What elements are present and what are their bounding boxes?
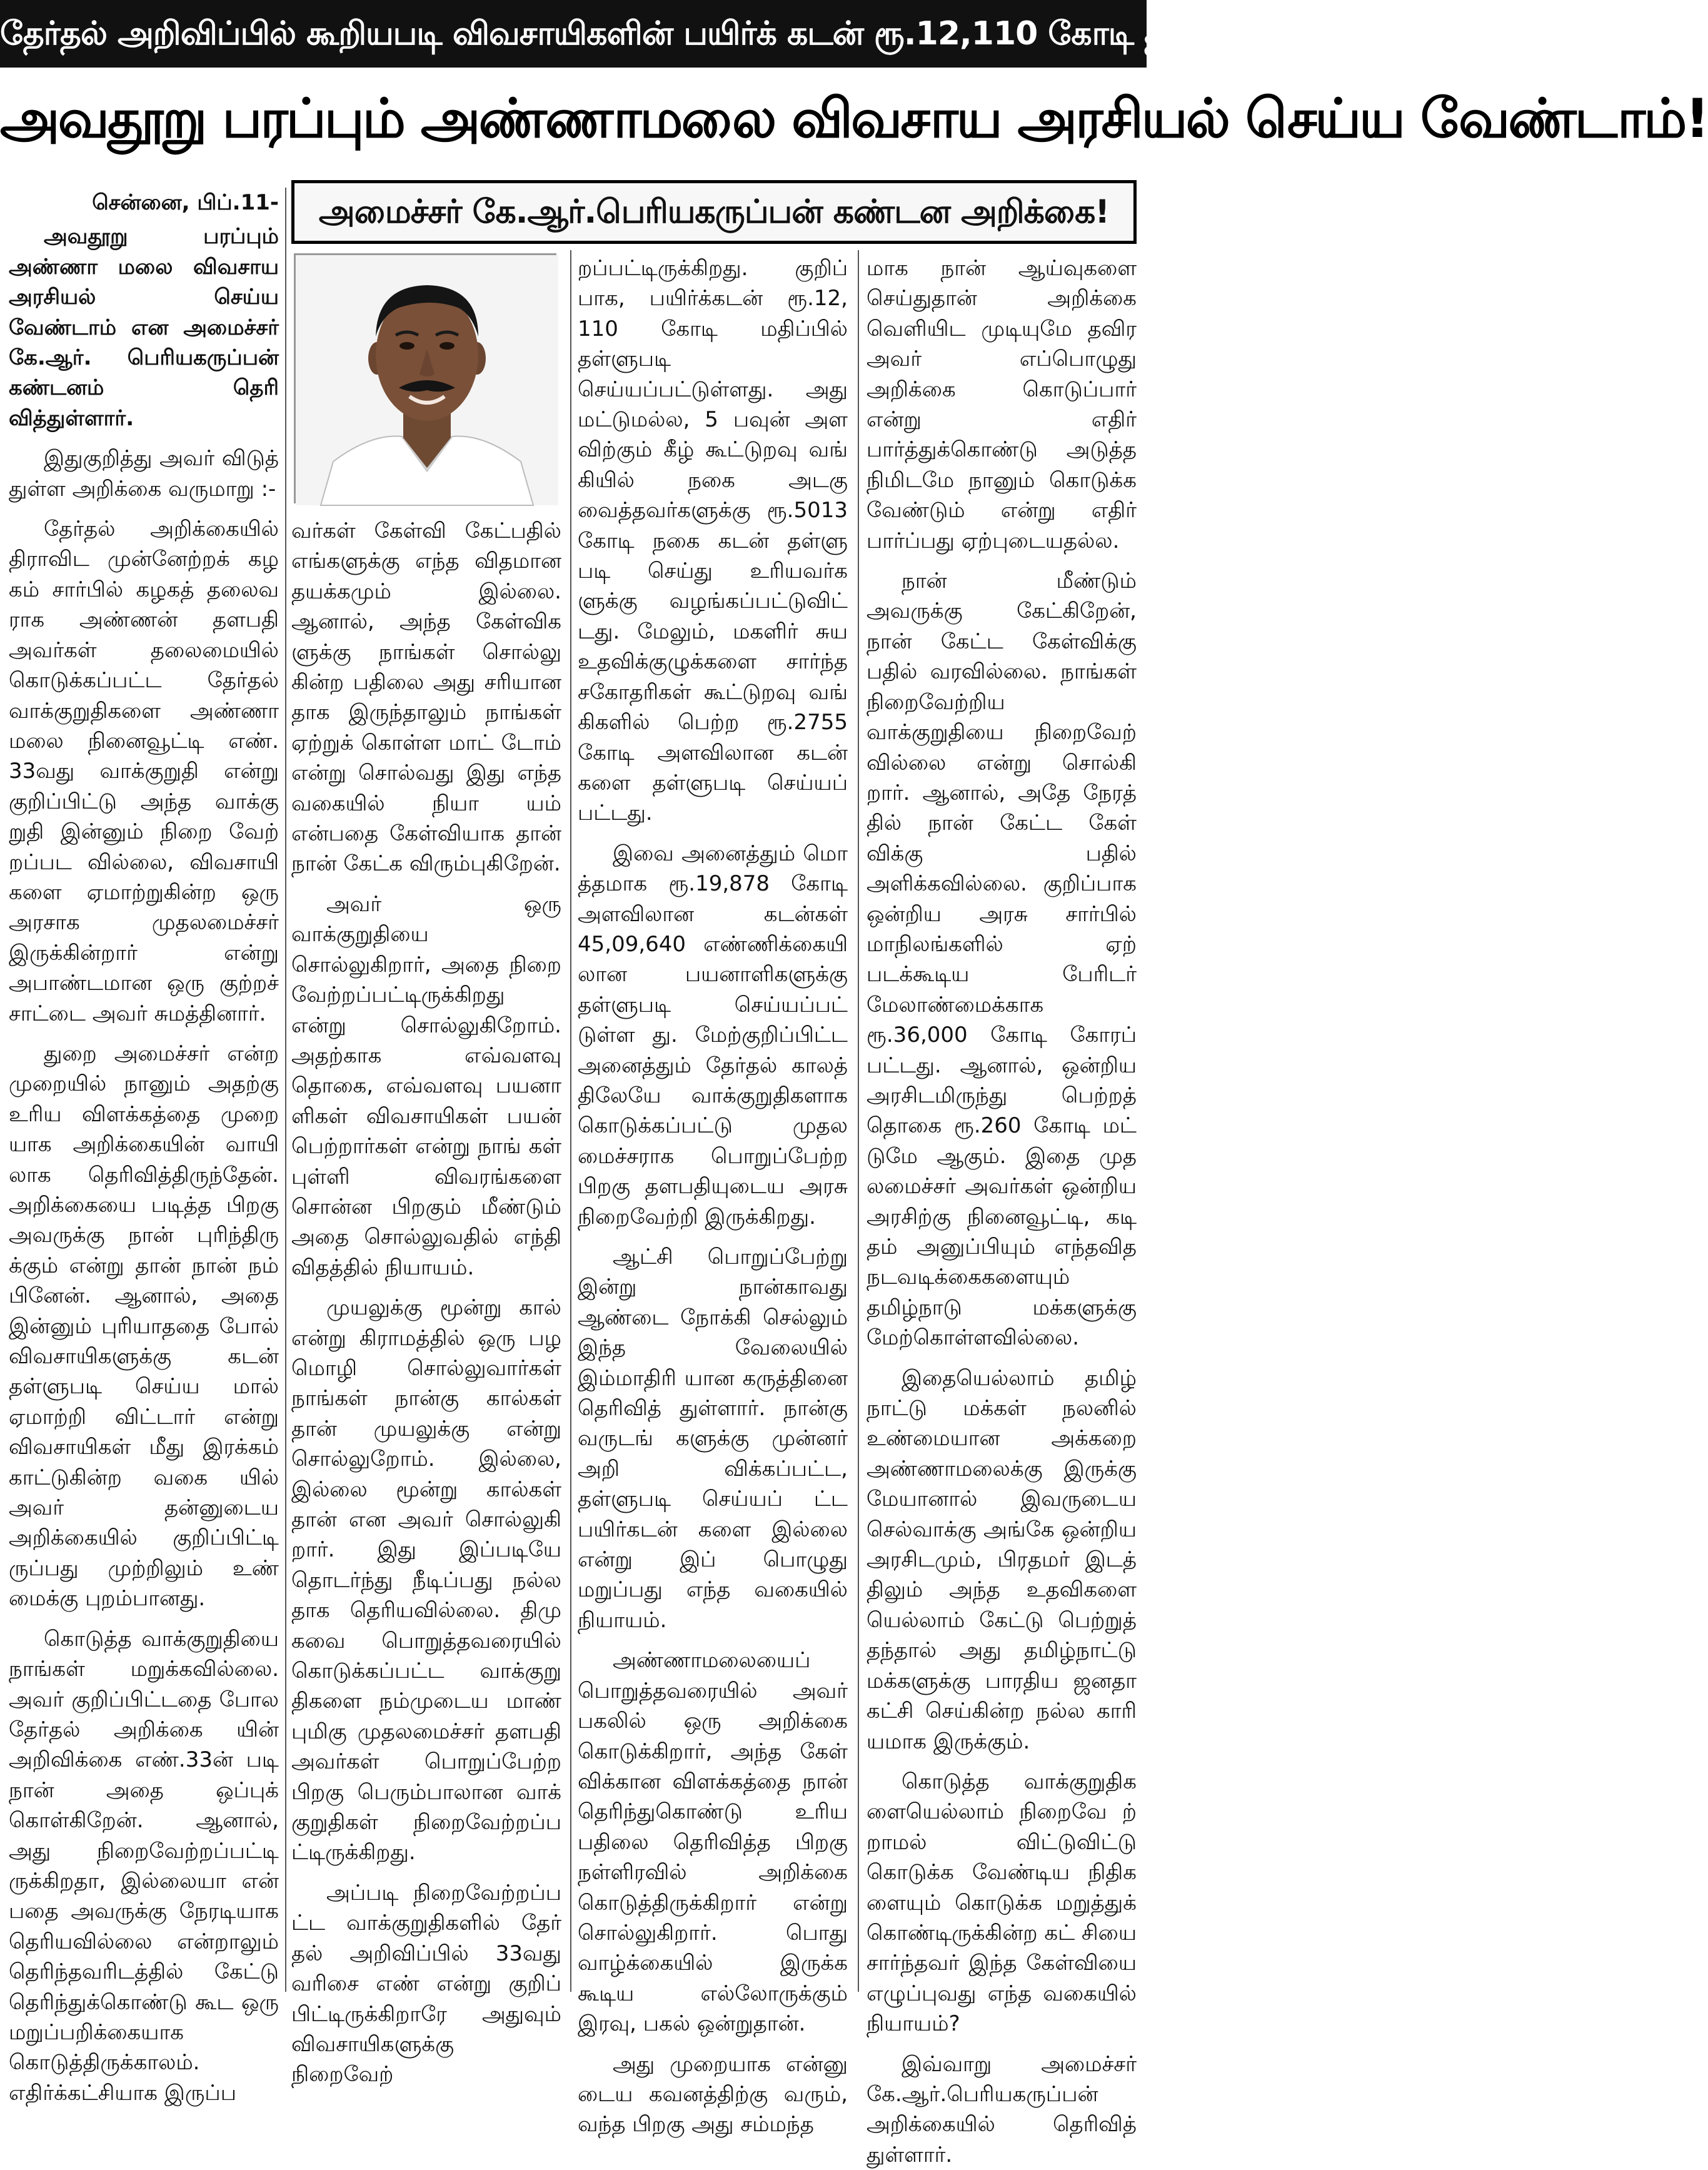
paragraph: ஆட்சி பொறுப்பேற்று இன்று நான்காவது ஆண்டை நோக்கி செல்லும் இந்த வேலையில் இம்மாதிரி யான கருத்தினை தெரிவித் துள்ளார். நான்கு வருடங் களுக்கு முன்னர் அறி விக்கப்பட்ட, தள்ளுபடி செய்யப் ட்ட பயிர்கடன் களை இல்லை என்று இப் பொழுது மறுப்பது எந்த வகையில் நியாயம்.	[578, 1244, 848, 1633]
article-column-1	[9, 188, 279, 2106]
article-column-2	[291, 516, 561, 2087]
subheadline-box: அமைச்சர் கே.ஆர்.பெரியகருப்பன் கண்டன அறிக்கை!	[291, 180, 1137, 244]
article-column-3	[578, 253, 848, 2137]
lead-paragraph: அவதூறு பரப்பும் அண்ணா மலை விவசாய அரசியல் செய்ய வேண்டாம் என அமைச்சர் கே.ஆர். பெரியகருப்பன் கண்டனம் தெரி வித்துள்ளார்.	[9, 224, 279, 431]
paragraph: முயலுக்கு மூன்று கால் என்று கிராமத்தில் ஒரு பழ மொழி சொல்லுவார்கள் நாங்கள் நான்கு கால்கள் தான் முயலுக்கு என்று சொல்லுறோம். இல்லை, இல்லை மூன்று கால்கள் தான் என அவர் சொல்லுகி றார். இது இப்படியே தொடர்ந்து நீடிப்பது நல்ல தாக தெரியவில்லை. திமு கவை பொறுத்தவரையில் கொடுக்கப்பட்ட வாக்குறு திகளை நம்முடைய மாண் புமிகு முதலமைச்சர் தளபதி அவர்கள் பொறுப்பேற்ற பிறகு பெரும்பாலான வாக் குறுதிகள் நிறைவேற்றப்ப ட்டிருக்கிறது.	[291, 1295, 561, 1865]
kicker-banner: தேர்தல் அறிவிப்பில் கூறியபடி விவசாயிகளின் பயிர்க் கடன் ரூ.12,110 கோடி தள்ளுபடி செய்யப்பட்டுள்ளது!	[0, 0, 1147, 68]
dateline: சென்னை, பிப்.11-	[92, 190, 279, 215]
paragraph: மாக நான் ஆய்வுகளை செய்துதான் அறிக்கை வெளியிட முடியுமே தவிர அவர் எப்பொழுது அறிக்கை கொடுப்பார் என்று எதிர் பார்த்துக்கொண்டு அடுத்த நிமிடமே நானும் கொடுக்க வேண்டும் என்று எதிர் பார்ப்பது ஏற்புடையதல்ல.	[867, 256, 1137, 553]
minister-photo	[294, 253, 556, 503]
paragraph: வர்கள் கேள்வி கேட்பதில் எங்களுக்கு எந்த விதமான தயக்கமும் இல்லை. ஆனால், அந்த கேள்விக ளுக்கு நாங்கள் சொல்லு கின்ற பதிலை அது சரியான தாக இருந்தாலும் நாங்கள் ஏற்றுக் கொள்ள மாட் டோம் என்று சொல்வது இது எந்த வகையில் நியா யம் என்பதை கேள்வியாக தான் நான் கேட்க விரும்புகிறேன்.	[291, 518, 561, 877]
paragraph: கொடுத்த வாக்குறுதிக ளையெல்லாம் நிறைவே ற் றாமல் விட்டுவிட்டு கொடுக்க வேண்டிய நிதிக ளையும் கொடுக்க மறுத்துக் கொண்டிருக்கின்ற கட் சியை சார்ந்தவர் இந்த கேள்வியை எழுப்புவது எந்த வகையில் நியாயம்?	[867, 1769, 1137, 2037]
paragraph: இதையெல்லாம் தமிழ் நாட்டு மக்கள் நலனில் உண்மையான அக்கறை அண்ணாமலைக்கு இருக்கு மேயானால் இவருடைய செல்வாக்கு அங்கே ஒன்றிய அரசிடமும், பிரதமர் இடத் திலும் அந்த உதவிகளை யெல்லாம் கேட்டு பெற்றுத் தந்தால் அது தமிழ்நாட்டு மக்களுக்கு பாரதிய ஜனதா கட்சி செய்கின்ற நல்ல காரி யமாக இருக்கும்.	[867, 1365, 1137, 1754]
paragraph: அண்ணாமலையைப் பொறுத்தவரையில் அவர் பகலில் ஒரு அறிக்கை கொடுக்கிறார், அந்த கேள் விக்கான விளக்கத்தை நான் தெரிந்துகொண்டு உரிய பதிலை தெரிவித்த பிறகு நள்ளிரவில் அறிக்கை கொடுத்திருக்கிறார் என்று சொல்லுகிறார். பொது வாழ்க்கையில் இருக்க கூடிய எல்லோருக்கும் இரவு, பகல் ஒன்றுதான்.	[578, 1648, 848, 2037]
paragraph: தேர்தல் அறிக்கையில் திராவிட முன்னேற்றக் கழ கம் சார்பில் கழகத் தலைவ ராக அண்ணன் தளபதி அவர்கள் தலைமையில் கொடுக்கப்பட்ட தேர்தல் வாக்குறுதிகளை அண்ணா மலை நினைவூட்டி எண். 33வது வாக்குறுதி என்று குறிப்பிட்டு அந்த வாக்கு றுதி இன்னும் நிறை வேற் றப்பட வில்லை, விவசாயி களை ஏமாற்றுகின்ற ஒரு அரசாக முதலமைச்சர் இருக்கின்றார் என்று அபாண்டமான ஒரு குற்றச் சாட்டை அவர் சுமத்தினார்.	[9, 517, 279, 1026]
paragraph: இவ்வாறு அமைச்சர் கே.ஆர்.பெரியகருப்பன் அறிக்கையில் தெரிவித் துள்ளார்.	[867, 2051, 1137, 2167]
paragraph: இதுகுறித்து அவர் விடுத் துள்ள அறிக்கை வருமாறு :-	[9, 446, 279, 502]
column-divider	[570, 250, 571, 1992]
paragraph: நான் மீண்டும் அவருக்கு கேட்கிறேன், நான் கேட்ட கேள்விக்கு பதில் வரவில்லை. நாங்கள் நிறைவேற்றிய வாக்குறுதியை நிறைவேற் வில்லை என்று சொல்கி றார். ஆனால், அதே நேரத் தில் நான் கேட்ட கேள் விக்கு பதில் அளிக்கவில்லை. குறிப்பாக ஒன்றிய அரசு சார்பில் மாநிலங்களில் ஏற் படக்கூடிய பேரிடர் மேலாண்மைக்காக ரூ.36,000 கோடி கோரப் பட்டது. ஆனால், ஒன்றிய அரசிடமிருந்து பெற்றத் தொகை ரூ.260 கோடி மட் டுமே ஆகும். இதை முத லமைச்சர் அவர்கள் ஒன்றிய அரசிற்கு நினைவூட்டி, கடி தம் அனுப்பியும் எந்தவித நடவடிக்கைகளையும் தமிழ்நாடு மக்களுக்கு மேற்கொள்ளவில்லை.	[867, 568, 1137, 1351]
paragraph: றப்பட்டிருக்கிறது. குறிப் பாக, பயிர்க்கடன் ரூ.12, 110 கோடி மதிப்பில் தள்ளுபடி செய்யப்பட்டுள்ளது. அது மட்டுமல்ல, 5 பவுன் அள விற்கும் கீழ் கூட்டுறவு வங் கியில் நகை அடகு வைத்தவர்களுக்கு ரூ.5013 கோடி நகை கடன் தள்ளு படி செய்து உரியவர்க ளுக்கு வழங்கப்பட்டுவிட் டது. மேலும், மகளிர் சுய உதவிக்குழுக்களை சார்ந்த சகோதரிகள் கூட்டுறவு வங் கிகளில் பெற்ற ரூ.2755 கோடி அளவிலான கடன் களை தள்ளுபடி செய்யப் பட்டது.	[578, 256, 848, 826]
article-column-4	[867, 253, 1137, 2167]
paragraph: துறை அமைச்சர் என்ற முறையில் நானும் அதற்கு உரிய விளக்கத்தை முறை யாக அறிக்கையின் வாயி லாக தெரிவித்திருந்தேன். அறிக்கையை படித்த பிறகு அவருக்கு நான் புரிந்திரு க்கும் என்று தான் நான் நம் பினேன். ஆனால், அதை இன்னும் புரியாததை போல் விவசாயிகளுக்கு கடன் தள்ளுபடி செய்ய மால் ஏமாற்றி விட்டார் என்று விவசாயிகள் மீது இரக்கம் காட்டுகின்ற வகை யில் அவர் தன்னுடைய அறிக்கையில் குறிப்பிட்டி ருப்பது முற்றிலும் உண் மைக்கு புறம்பானது.	[9, 1041, 279, 1612]
paragraph: இவை அனைத்தும் மொ த்தமாக ரூ.19,878 கோடி அளவிலான கடன்கள் 45,09,640 எண்ணிக்கையி லான பயனாளிகளுக்கு தள்ளுபடி செய்யப்பட் டுள்ள து. மேற்குறிப்பிட்ட அனைத்தும் தேர்தல் காலத் திலேயே வாக்குறுதிகளாக கொடுக்கப்பட்டு முதல மைச்சராக பொறுப்பேற்ற பிறகு தளபதியுடைய அரசு நிறைவேற்றி இருக்கிறது.	[578, 840, 848, 1229]
portrait-icon	[296, 255, 558, 505]
paragraph: கொடுத்த வாக்குறுதியை நாங்கள் மறுக்கவில்லை. அவர் குறிப்பிட்டதை போல தேர்தல் அறிக்கை யின் அறிவிக்கை எண்.33ன் படி நான் அதை ஒப்புக் கொள்கிறேன். ஆனால், அது நிறைவேற்றப்பட்டி ருக்கிறதா, இல்லையா என் பதை அவருக்கு நேரடியாக தெரியவில்லை என்றாலும் தெரிந்தவரிடத்தில் கேட்டு தெரிந்துக்கொண்டு கூட ஒரு மறுப்பறிக்கையாக கொடுத்திருக்காலம். எதிர்க்கட்சியாக இருப்ப	[9, 1626, 279, 2106]
column-divider	[285, 188, 286, 1992]
headline: அவதூறு பரப்பும் அண்ணாமலை விவசாய அரசியல் செய்ய வேண்டாம்!	[0, 88, 1708, 150]
column-divider	[858, 250, 859, 1992]
paragraph: அது முறையாக என்னு டைய கவனத்திற்கு வரும், வந்த பிறகு அது சம்மந்த	[578, 2051, 848, 2137]
paragraph: அவர் ஒரு வாக்குறுதியை சொல்லுகிறார், அதை நிறை வேற்றப்பட்டிருக்கிறது என்று சொல்லுகிறோம். அதற்காக எவ்வளவு தொகை, எவ்வளவு பயனா ளிகள் விவசாயிகள் பயன் பெற்றார்கள் என்று நாங் கள் புள்ளி விவரங்களை சொன்ன பிறகும் மீண்டும் அதை சொல்லுவதில் எந்தி விதத்தில் நியாயம்.	[291, 891, 561, 1280]
paragraph: அப்படி நிறைவேற்றப்ப ட்ட வாக்குறுதிகளில் தேர் தல் அறிவிப்பில் 33வது வரிசை எண் என்று குறிப் பிட்டிருக்கிறாரே அதுவும் விவசாயிகளுக்கு நிறைவேற்	[291, 1880, 561, 2087]
